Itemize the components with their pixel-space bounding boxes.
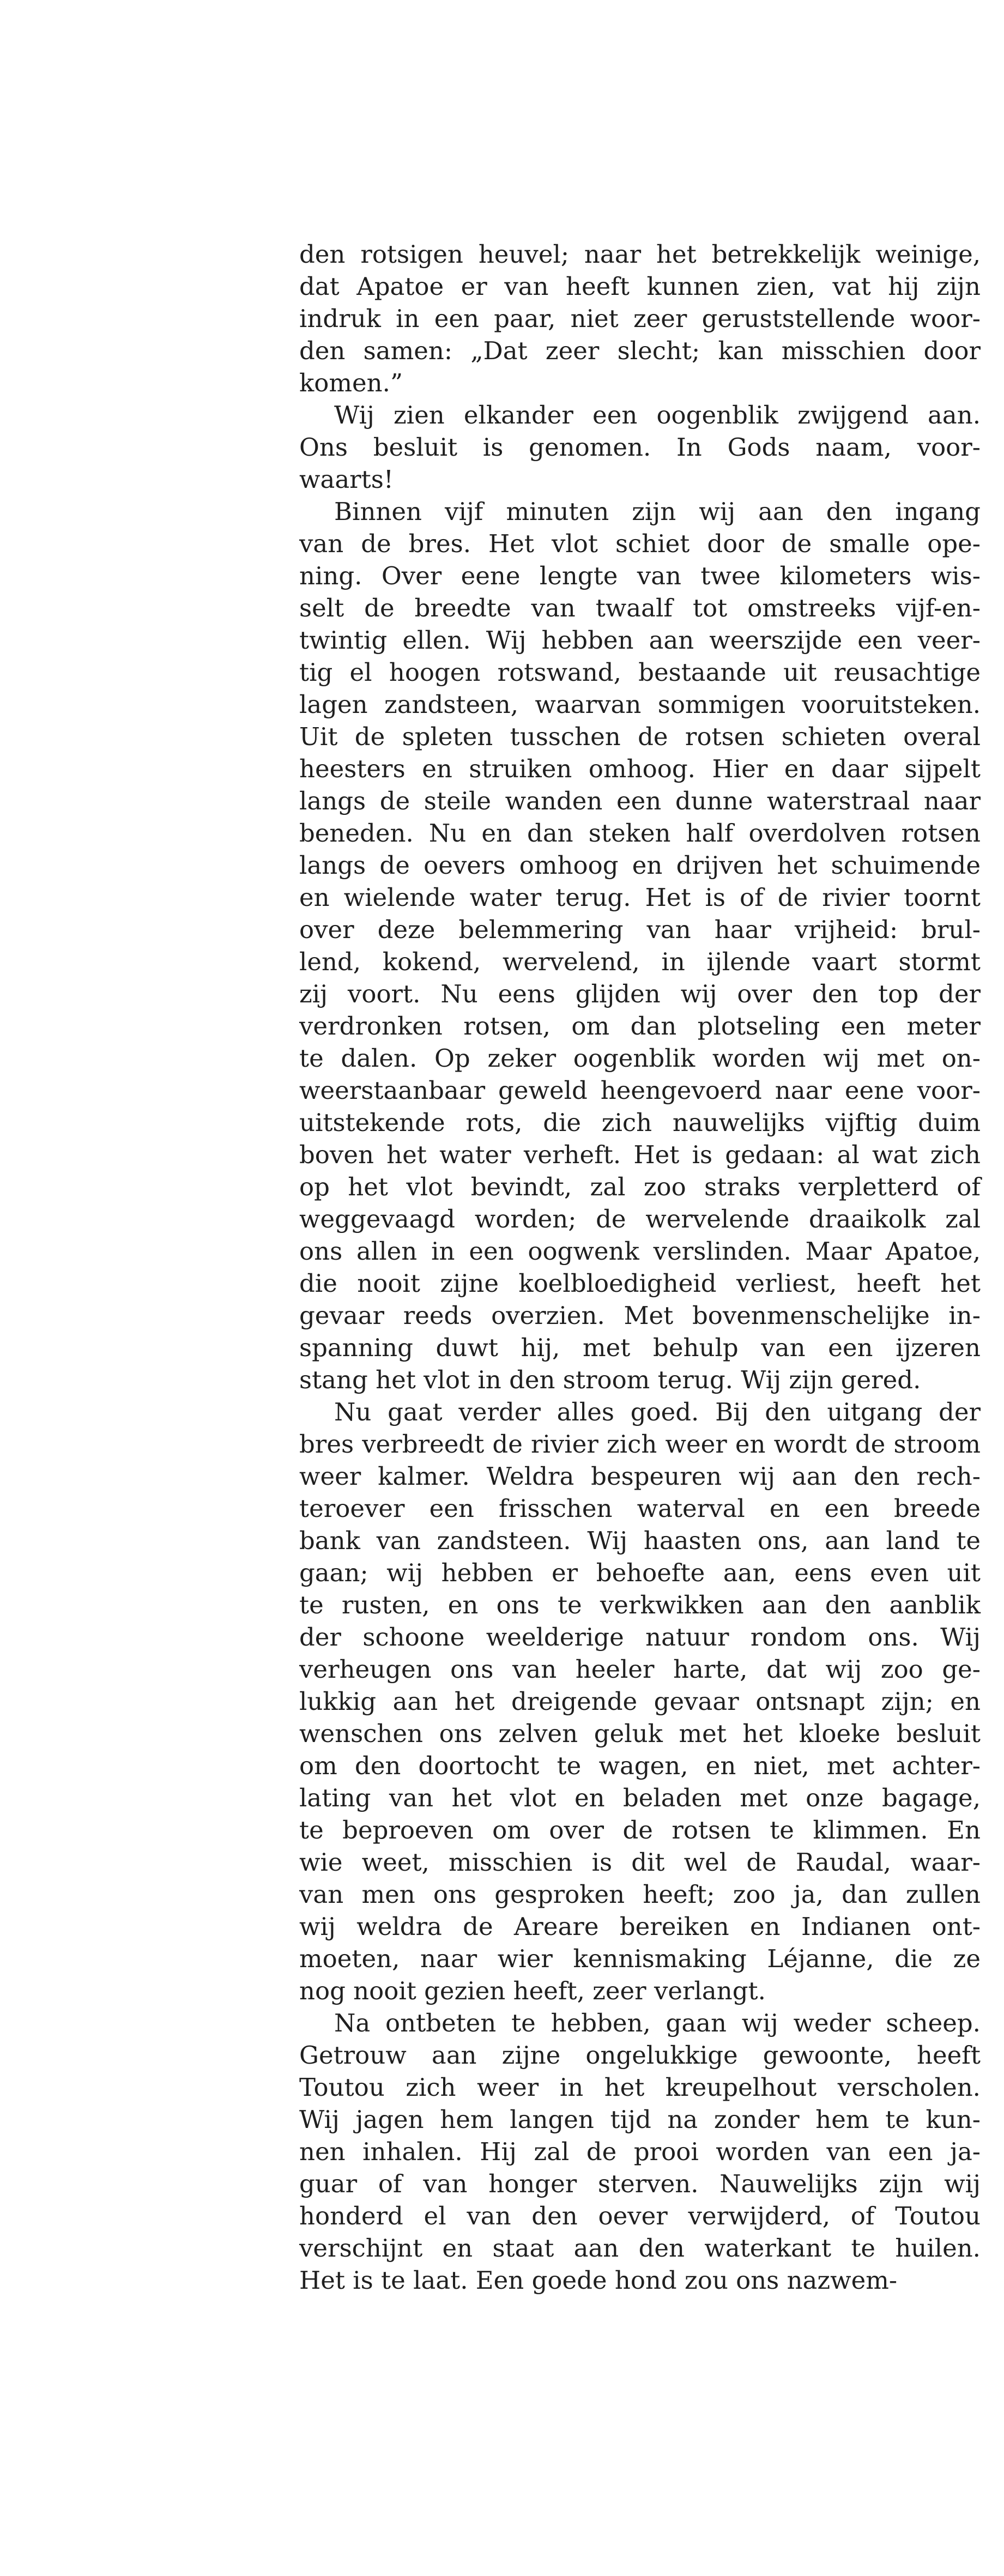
text-line: Toutou zich weer in het kreupelhout verscholen.	[299, 2073, 981, 2102]
text-line: weerstaanbaar geweld heengevoerd naar eene voor-	[299, 1076, 981, 1105]
paragraph	[299, 495, 981, 1396]
text-line: langs de steile wanden een dunne waterstraal naar	[299, 787, 981, 815]
text-line: guar of van honger sterven. Nauwelijks zijn wij	[299, 2169, 981, 2198]
text-line: Ons besluit is genomen. In Gods naam, voor-	[299, 433, 981, 462]
text-line: bres verbreedt de rivier zich weer en wordt de stroom	[299, 1430, 981, 1459]
text-line: komen.”	[299, 368, 403, 397]
text-line: bank van zandsteen. Wij haasten ons, aan land te	[299, 1526, 981, 1555]
text-line: wie weet, misschien is dit wel de Raudal, waar-	[299, 1848, 981, 1877]
text-line: Getrouw aan zijne ongelukkige gewoonte, heeft	[299, 2041, 981, 2070]
text-line: uitstekende rots, die zich nauwelijks vijftig duim	[299, 1108, 981, 1137]
text-line: teroever een frisschen waterval en een breede	[299, 1494, 981, 1523]
text-line: indruk in een paar, niet zeer geruststellende woor-	[299, 304, 981, 333]
paragraph	[299, 2007, 981, 2296]
text-line: die nooit zijne koelbloedigheid verliest, heeft het	[299, 1269, 981, 1298]
text-line: gevaar reeds overzien. Met bovenmenschelijke in-	[299, 1301, 981, 1330]
text-line: boven het water verheft. Het is gedaan: al wat zich	[299, 1140, 981, 1169]
text-line: ons allen in een oogwenk verslinden. Maar Apatoe,	[299, 1237, 981, 1266]
text-line: lagen zandsteen, waarvan sommigen vooruitsteken.	[299, 690, 981, 719]
text-line: Het is te laat. Een goede hond zou ons nazwem-	[299, 2266, 898, 2295]
text-line: van men ons gesproken heeft; zoo ja, dan zullen	[299, 1880, 981, 1909]
text-line: te beproeven om over de rotsen te klimmen. En	[299, 1816, 981, 1845]
text-line: selt de breedte van twaalf tot omstreeks vijf-en-	[299, 594, 981, 622]
text-line: wenschen ons zelven geluk met het kloeke besluit	[299, 1719, 981, 1748]
text-line: om den doortocht te wagen, en niet, met achter-	[299, 1751, 981, 1780]
paragraph	[299, 238, 981, 399]
text-line: langs de oevers omhoog en drijven het schuimende	[299, 851, 981, 880]
text-line: nog nooit gezien heeft, zeer verlangt.	[299, 1976, 766, 2005]
text-line: verschijnt en staat aan den waterkant te huilen.	[299, 2234, 981, 2263]
text-line: verdronken rotsen, om dan plotseling een meter	[299, 1012, 981, 1041]
text-line: op het vlot bevindt, zal zoo straks verpletterd of	[299, 1172, 981, 1201]
text-line: Binnen vijf minuten zijn wij aan den ingang	[334, 497, 981, 526]
page-text	[299, 238, 981, 2296]
text-line: van de bres. Het vlot schiet door de smalle ope-	[299, 529, 981, 558]
text-line: waarts!	[299, 465, 394, 494]
text-line: lating van het vlot en beladen met onze bagage,	[299, 1783, 981, 1812]
text-line: lend, kokend, wervelend, in ijlende vaart stormt	[299, 947, 981, 976]
text-line: lukkig aan het dreigende gevaar ontsnapt zijn; en	[299, 1687, 981, 1716]
text-line: weer kalmer. Weldra bespeuren wij aan den rech-	[299, 1462, 981, 1491]
text-line: moeten, naar wier kennismaking Léjanne, die ze	[299, 1944, 981, 1973]
text-line: nen inhalen. Hij zal de prooi worden van een ja-	[299, 2137, 981, 2166]
text-line: te dalen. Op zeker oogenblik worden wij met on-	[299, 1044, 981, 1073]
text-line: spanning duwt hij, met behulp van een ijzeren	[299, 1333, 981, 1362]
paragraph	[299, 399, 981, 495]
text-line: Nu gaat verder alles goed. Bij den uitgang der	[334, 1398, 981, 1426]
text-line: zij voort. Nu eens glijden wij over den top der	[299, 979, 981, 1008]
text-line: der schoone weelderige natuur rondom ons. Wij	[299, 1623, 981, 1652]
text-line: Wij jagen hem langen tijd na zonder hem te kun-	[299, 2105, 981, 2134]
text-line: Na ontbeten te hebben, gaan wij weder scheep.	[334, 2009, 981, 2037]
text-line: dat Apatoe er van heeft kunnen zien, vat hij zijn	[299, 272, 981, 301]
text-line: beneden. Nu en dan steken half overdolven rotsen	[299, 819, 981, 848]
text-line: den rotsigen heuvel; naar het betrekkelijk weinige,	[299, 240, 981, 269]
text-line: den samen: „Dat zeer slecht; kan misschien door	[299, 336, 981, 365]
text-line: Uit de spleten tusschen de rotsen schieten overal	[299, 722, 981, 751]
text-line: stang het vlot in den stroom terug. Wij zijn gered.	[299, 1365, 921, 1394]
text-line: heesters en struiken omhoog. Hier en daar sijpelt	[299, 754, 981, 783]
text-line: gaan; wij hebben er behoefte aan, eens even uit	[299, 1558, 981, 1587]
text-line: te rusten, en ons te verkwikken aan den aanblik	[299, 1591, 981, 1619]
text-line: en wielende water terug. Het is of de rivier toornt	[299, 883, 981, 912]
text-line: honderd el van den oever verwijderd, of Toutou	[299, 2202, 981, 2230]
text-line: tig el hoogen rotswand, bestaande uit reusachtige	[299, 658, 981, 687]
text-line: weggevaagd worden; de wervelende draaikolk zal	[299, 1205, 981, 1233]
text-line: over deze belemmering van haar vrijheid: brul-	[299, 915, 981, 944]
text-line: verheugen ons van heeler harte, dat wij zoo ge-	[299, 1655, 981, 1684]
text-line: ning. Over eene lengte van twee kilometers wis-	[299, 561, 981, 590]
text-line: Wij zien elkander een oogenblik zwijgend aan.	[334, 401, 981, 430]
paragraph	[299, 1396, 981, 2007]
text-line: twintig ellen. Wij hebben aan weerszijde een veer-	[299, 626, 981, 655]
text-line: wij weldra de Areare bereiken en Indianen ont-	[299, 1912, 981, 1941]
